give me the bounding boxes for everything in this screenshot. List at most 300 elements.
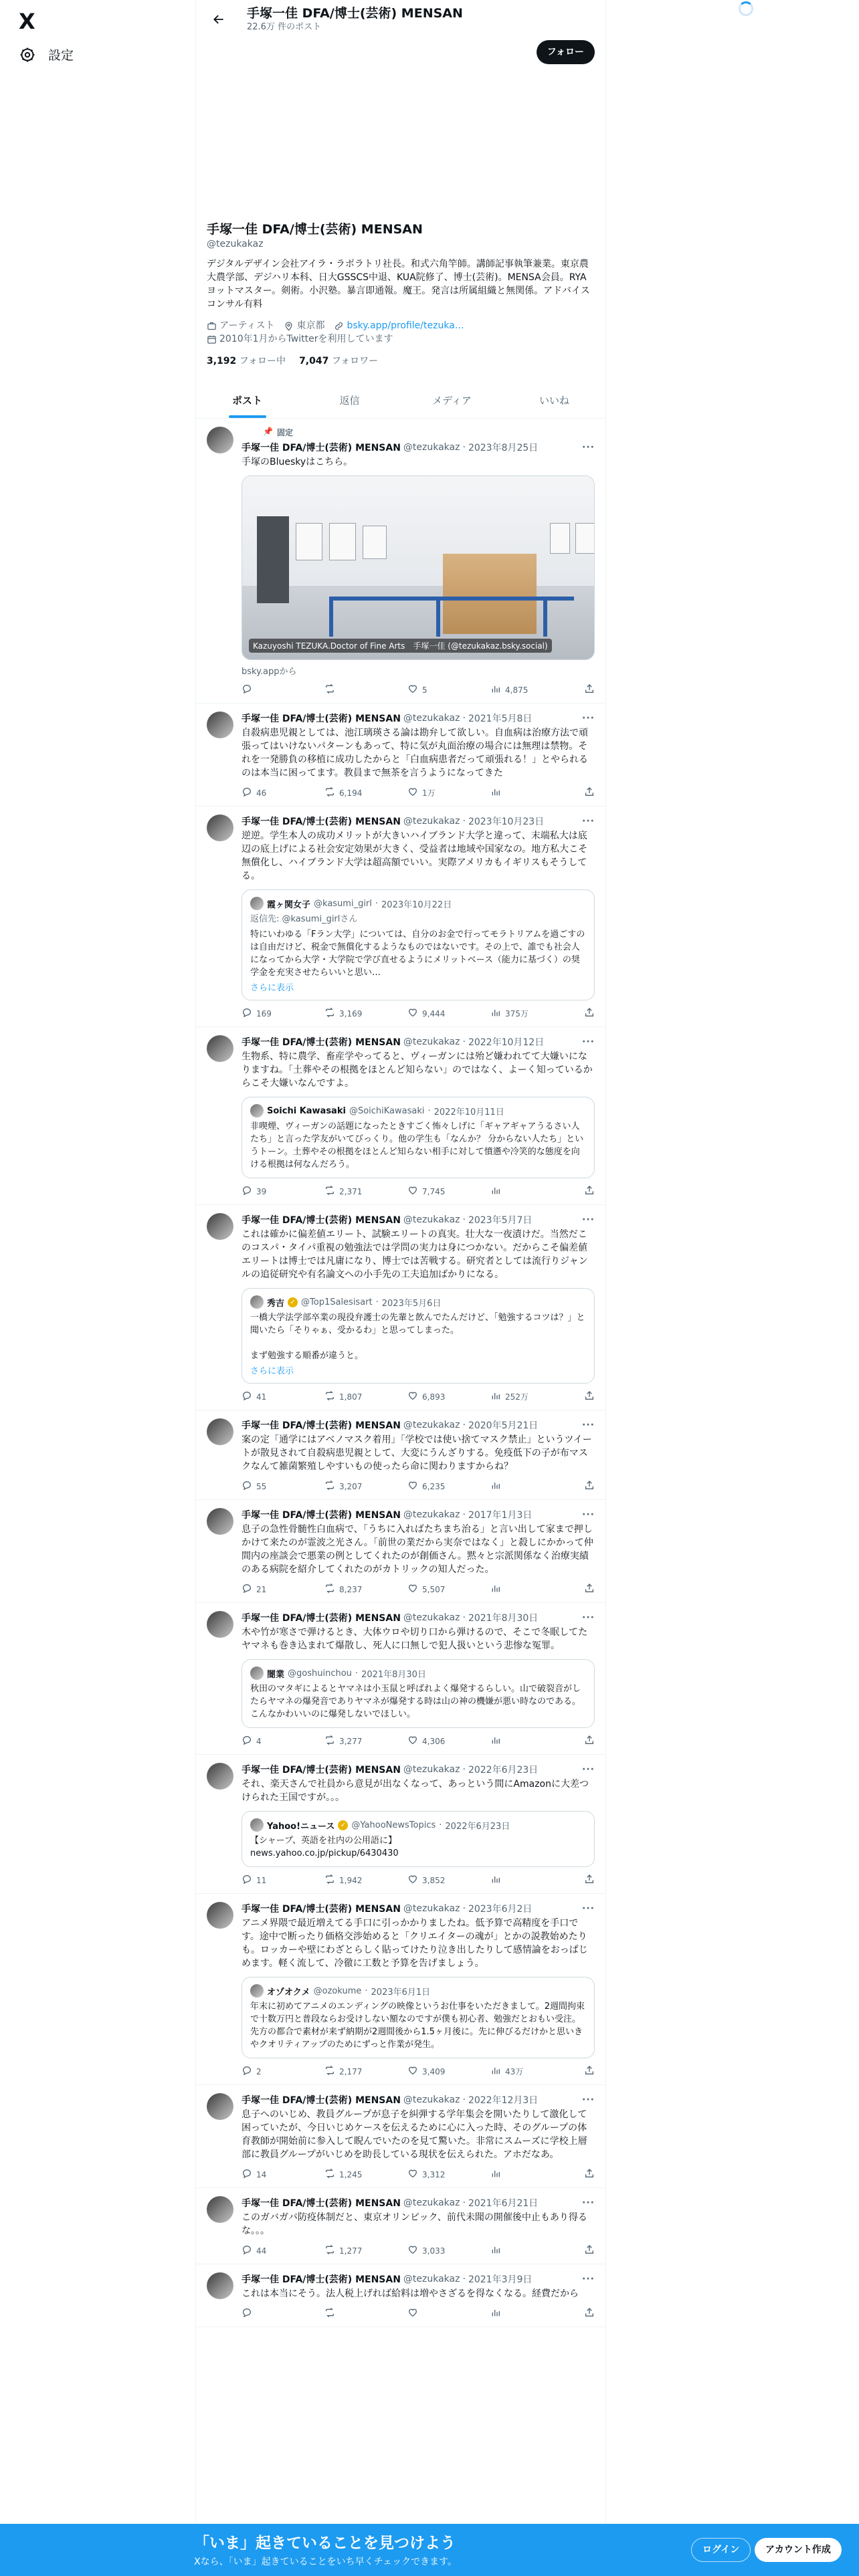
- share-button[interactable]: [584, 1007, 595, 1020]
- profile-header-bar: [196, 0, 605, 39]
- tweet[interactable]: [196, 807, 605, 1027]
- views-chart-icon: [490, 2065, 501, 2078]
- tweet-actions: [242, 1007, 595, 1020]
- profile-joined: 2010年1月からTwitterを利用しています: [196, 332, 605, 346]
- views-chart-icon: [490, 683, 501, 696]
- heart-icon: [407, 683, 418, 696]
- tweet-actions: [242, 1390, 595, 1403]
- share-button[interactable]: [584, 1480, 595, 1493]
- avatar[interactable]: [207, 712, 233, 738]
- tweet-text: 案の定「通学にはアベノマスク着用」「学校では使い捨てマスク禁止」というツイートが散見されて自殺病患児親として、大変にうんざりする。免疫低下の子が布マスクなんて雑菌繁殖しやすいもの使ったら命に関わりますからね？: [242, 1434, 592, 1472]
- quoted-author-name: Yahoo!ニュース: [267, 1821, 335, 1832]
- views-button[interactable]: 252万: [490, 1390, 573, 1403]
- reply-icon: [242, 786, 252, 799]
- avatar[interactable]: [207, 2272, 233, 2299]
- tweet-text: 自殺病患児親としては、池江璃瑛さる論は勘弁して欲しい。自血病は治療方法で頑張ってはいけないパターンもあって、特に気が丸面治療の場合には無理は禁物。それを一発勝負の移植に成功したからと「白血病患者だって頑張れる！」とやられるのは本当に困ってます。教員まで無茶を言うようになってきた: [242, 728, 588, 778]
- tweet-header: 手塚一佳 DFA/博士(芸術) MENSAN @tezukakaz · 2023年8月25日 ···: [242, 442, 595, 453]
- share-icon: [584, 2307, 595, 2320]
- share-button[interactable]: [584, 2307, 595, 2320]
- tweet-author-name[interactable]: 手塚一佳 DFA/博士(芸術) MENSAN: [242, 1765, 401, 1776]
- reply-button[interactable]: 46: [242, 786, 324, 799]
- tweet-author-name[interactable]: 手塚一佳 DFA/博士(芸術) MENSAN: [242, 1420, 401, 1431]
- retweet-button[interactable]: 1,807: [324, 1390, 407, 1403]
- briefcase-icon: [207, 321, 217, 331]
- tweet-actions: [242, 683, 595, 696]
- nav-settings-label: 設定: [48, 48, 74, 63]
- tweet-text: これは本当にそう。法人税上げれば給料は増やさざるを得なくなる。経費だから: [242, 2288, 579, 2299]
- quoted-text: 年末に初めてアニメのエンディングの映像というお仕事をいただきまして。2週間拘束で十数万円と普段ならお受けしない額なのですが僕も初心者、勉強だとおもい受注。先方の都合で素材が来ず納期が2週間後から1.5ヶ月後に。先に伸びるだけかと思いきやクオリティアップのためにずっと作業が発生。: [250, 2002, 585, 2050]
- link-source[interactable]: bsky.appから: [242, 667, 297, 677]
- tweet-photo[interactable]: [242, 475, 595, 660]
- like-button[interactable]: 3,033: [407, 2244, 490, 2257]
- views-button[interactable]: [490, 1185, 573, 1198]
- x-logo[interactable]: X: [19, 9, 35, 34]
- retweet-button[interactable]: 1,277: [324, 2244, 407, 2257]
- tweet-author-name[interactable]: 手塚一佳 DFA/博士(芸術) MENSAN: [242, 2198, 401, 2209]
- more-options-icon[interactable]: ···: [582, 1764, 595, 1775]
- main-column: [195, 0, 606, 2576]
- quoted-tweet[interactable]: 霞ヶ関女子 @kasumi_girl · 2023年10月22日 返信先: @kasumi_girlさん 特にいわゆる「Fラン大学」については、自分のお金で行ってモラトリアムを過ごすのは自由だけど、税金で無償化するようなものではないです。その上で、誰でも社会人になってから大学・大学院で学び直せるようにメリットベース（能力に基づく）の奨学金を充実させたらいいと思い… さらに表示: [242, 889, 595, 1000]
- tab-posts[interactable]: ポスト: [196, 383, 298, 418]
- tweet-date[interactable]: 2021年6月21日: [468, 2198, 539, 2209]
- tweet-header: 手塚一佳 DFA/博士(芸術) MENSAN @tezukakaz · 2022年6月23日 ···: [242, 1764, 595, 1776]
- views-button[interactable]: 375万: [490, 1007, 573, 1020]
- tweet-actions: [242, 786, 595, 799]
- create-account-button[interactable]: アカウント作成: [755, 2538, 842, 2562]
- share-icon: [584, 1583, 595, 1596]
- tweet-actions: [242, 1583, 595, 1596]
- tweet-date[interactable]: 2021年8月30日: [468, 1613, 539, 1624]
- retweet-icon: [324, 1874, 335, 1887]
- share-button[interactable]: [584, 2244, 595, 2257]
- tweet[interactable]: [196, 2264, 605, 2327]
- tweet[interactable]: [196, 1755, 605, 1894]
- more-options-icon[interactable]: ···: [582, 1214, 595, 1225]
- tweet-author-name[interactable]: 手塚一佳 DFA/博士(芸術) MENSAN: [242, 443, 401, 453]
- tweet-header: 手塚一佳 DFA/博士(芸術) MENSAN @tezukakaz · 2021年3月9日 ···: [242, 2274, 595, 2285]
- show-more-link[interactable]: さらに表示: [250, 983, 294, 993]
- views-button[interactable]: [490, 2244, 573, 2257]
- views-button[interactable]: [490, 1583, 573, 1596]
- tweet-date[interactable]: 2023年8月25日: [468, 443, 539, 453]
- profile-tabs: [196, 383, 605, 419]
- tweet[interactable]: [196, 1500, 605, 1603]
- signup-banner-subtitle: Xなら、「いま」起きていることをいち早くチェックできます。: [194, 2557, 458, 2567]
- tweet-author-name[interactable]: 手塚一佳 DFA/博士(芸術) MENSAN: [242, 1904, 401, 1915]
- reply-button[interactable]: 39: [242, 1185, 324, 1198]
- tweet-text: 息子の急性骨髄性白血病で、「うちに入ればたちまち治る」と言い出して家まで押しかけて来たのが霊波之光さん。「前世の業だから実奈ではなく」と殺しにかかって仲間内の座談会で悪業の例としてくれたのが創価さん。黙々と宗派関係なく治療実績のある病院を紹介してくれたのがカトリックの知人だった。: [242, 1524, 593, 1575]
- tweet-date[interactable]: 2017年1月3日: [468, 1510, 533, 1521]
- views-button[interactable]: [490, 786, 573, 799]
- quoted-avatar: [250, 897, 264, 910]
- like-button[interactable]: 1万: [407, 786, 490, 799]
- views-chart-icon: [490, 1007, 501, 1020]
- tweet-header: 手塚一佳 DFA/博士(芸術) MENSAN @tezukakaz · 2022年12月3日 ···: [242, 2095, 595, 2106]
- tweet-actions: [242, 2307, 595, 2320]
- retweet-button[interactable]: 3,277: [324, 1735, 407, 1747]
- quoted-date: 2022年10月11日: [434, 1107, 504, 1117]
- reply-icon: [242, 1007, 252, 1020]
- tweet-header: 手塚一佳 DFA/博士(芸術) MENSAN @tezukakaz · 2021年5月8日 ···: [242, 713, 595, 724]
- calendar-icon: [207, 334, 217, 344]
- retweet-icon: [324, 1583, 335, 1596]
- heart-icon: [407, 2065, 418, 2078]
- heart-icon: [407, 2307, 418, 2320]
- reply-button[interactable]: 41: [242, 1390, 324, 1403]
- tweet-author-handle[interactable]: @tezukakaz: [403, 713, 460, 724]
- tab-replies[interactable]: 返信: [339, 395, 360, 407]
- heart-icon: [407, 1735, 418, 1747]
- left-navigation: [0, 0, 194, 2576]
- more-options-icon[interactable]: ···: [582, 2274, 595, 2284]
- like-button[interactable]: 7,745: [407, 1185, 490, 1198]
- views-button[interactable]: [490, 1874, 573, 1887]
- quoted-date: 2023年6月1日: [371, 1987, 431, 1998]
- avatar[interactable]: [207, 1418, 233, 1445]
- tweet-date[interactable]: 2022年12月3日: [468, 2095, 539, 2106]
- like-button[interactable]: [407, 2307, 490, 2320]
- retweet-button[interactable]: 2,371: [324, 1185, 407, 1198]
- share-button[interactable]: [584, 1390, 595, 1403]
- retweet-button[interactable]: [324, 2307, 407, 2320]
- tweet-text: 手塚のBlueskyはこちら。: [242, 457, 353, 467]
- tweet-author-handle[interactable]: @tezukakaz: [403, 1903, 460, 1914]
- tweet-text: 生物系、特に農学、畜産学やってると、ヴィーガンには殆ど嫌われてて大嫌いになりますね。「土葬やその根拠をほとんど知らない」のではなく、よーく知っているからこそ大嫌いなんですよ。: [242, 1051, 593, 1089]
- follow-stats: [196, 354, 605, 367]
- heart-icon: [407, 1007, 418, 1020]
- tweet[interactable]: [196, 419, 605, 704]
- login-button[interactable]: ログイン: [691, 2538, 751, 2562]
- back-arrow-icon[interactable]: [207, 7, 231, 31]
- quoted-author-name: Soichi Kawasaki: [267, 1105, 346, 1116]
- tweet-text: このガバガバ防疫体制だと、東京オリンピック、前代未聞の開催後中止もあり得るな。。。: [242, 2212, 587, 2236]
- retweet-button[interactable]: 2,177: [324, 2065, 407, 2078]
- more-options-icon[interactable]: ···: [582, 2197, 595, 2208]
- location-pin-icon: [284, 321, 294, 331]
- reply-icon: [242, 683, 252, 696]
- right-column: [606, 0, 859, 2576]
- views-button[interactable]: [490, 1480, 573, 1493]
- tweet-author-handle[interactable]: @tezukakaz: [403, 816, 460, 827]
- tweet-header: 手塚一佳 DFA/博士(芸術) MENSAN @tezukakaz · 2021年8月30日 ···: [242, 1612, 595, 1624]
- like-button[interactable]: 5,507: [407, 1583, 490, 1596]
- tweet[interactable]: [196, 2085, 605, 2188]
- tweet-author-handle[interactable]: @tezukakaz: [403, 442, 460, 453]
- views-chart-icon: [490, 1185, 501, 1198]
- tab-likes[interactable]: いいね: [539, 395, 569, 407]
- gear-icon: [19, 46, 36, 64]
- avatar[interactable]: [207, 1035, 233, 1062]
- share-button[interactable]: [584, 1583, 595, 1596]
- heart-icon: [407, 2244, 418, 2257]
- tab-media[interactable]: メディア: [432, 395, 472, 407]
- tweet-date[interactable]: 2023年10月23日: [468, 817, 545, 827]
- tweet-date[interactable]: 2021年5月8日: [468, 714, 533, 724]
- reply-button[interactable]: 169: [242, 1007, 324, 1020]
- tweet[interactable]: [196, 704, 605, 807]
- share-button[interactable]: [584, 1185, 595, 1198]
- quoted-author-handle: @ozokume: [313, 1985, 362, 1996]
- tweet-author-name[interactable]: 手塚一佳 DFA/博士(芸術) MENSAN: [242, 2095, 401, 2106]
- following-link[interactable]: 3,192 フォロー中: [207, 356, 286, 366]
- quoted-author-handle: @SoichiKawasaki: [349, 1105, 425, 1116]
- tweet-header: 手塚一佳 DFA/博士(芸術) MENSAN @tezukakaz · 2023年10月23日 ···: [242, 816, 595, 827]
- tweet-author-name[interactable]: 手塚一佳 DFA/博士(芸術) MENSAN: [242, 1215, 401, 1226]
- tweet-text: これは確かに偏差値エリート、試験エリートの真実。壮大な一夜漬けだ。当然だこのコスパ・タイパ重視の勉強法では学問の実力は身につかない。だからこそ偏差値エリートは博士では凡庸になり、博士では苦戦する。研究者としては流行りジャンルの追従研究や有名論文への小手先の工夫追加ばかりになる。: [242, 1229, 588, 1280]
- signup-banner: [0, 2524, 859, 2576]
- like-button[interactable]: 5: [407, 683, 490, 696]
- share-button[interactable]: [584, 2168, 595, 2181]
- like-button[interactable]: 6,235: [407, 1480, 490, 1493]
- retweet-icon: [324, 2307, 335, 2320]
- like-button[interactable]: 3,409: [407, 2065, 490, 2078]
- tweet-text: 逆逆。学生本人の成功メリットが大きいハイブランド大学と違って、末端私大は底辺の底上げによる社会安定効果が大きく、受益者は地域や国家なの。地方私大こそ無償化し、ハイブランド大学は超高額でいい。実際アメリカもイギリスもそうしてる。: [242, 831, 588, 881]
- pin-icon: 📌: [263, 427, 273, 436]
- tweet-author-name[interactable]: 手塚一佳 DFA/博士(芸術) MENSAN: [242, 1037, 401, 1048]
- quoted-date: 2023年10月22日: [381, 899, 452, 910]
- share-icon: [584, 1007, 595, 1020]
- tweet-author-handle[interactable]: @tezukakaz: [403, 1037, 460, 1047]
- tweet-header: 手塚一佳 DFA/博士(芸術) MENSAN @tezukakaz · 2022年10月12日 ···: [242, 1037, 595, 1048]
- tweet[interactable]: [196, 1027, 605, 1205]
- tweet[interactable]: [196, 1603, 605, 1755]
- share-icon: [584, 2244, 595, 2257]
- reply-button[interactable]: 11: [242, 1874, 324, 1887]
- reply-icon: [242, 2244, 252, 2257]
- retweet-button[interactable]: [324, 683, 407, 696]
- views-button[interactable]: [490, 2168, 573, 2181]
- quoted-text: 特にいわゆる「Fラン大学」については、自分のお金で行ってモラトリアムを過ごすのは自由だけど、税金で無償化するようなものではないです。その上で、誰でも社会人になってから大学・大学院で学び直せるようにメリットベース（能力に基づく）の奨学金を充実させたらいいと思い…: [250, 930, 585, 978]
- avatar[interactable]: [207, 1213, 233, 1240]
- tweet-author-handle[interactable]: @tezukakaz: [403, 1764, 460, 1775]
- views-chart-icon: [490, 1735, 501, 1747]
- views-button[interactable]: [490, 1735, 573, 1747]
- retweet-button[interactable]: 1,942: [324, 1874, 407, 1887]
- retweet-icon: [324, 1007, 335, 1020]
- tweet-author-name[interactable]: 手塚一佳 DFA/博士(芸術) MENSAN: [242, 2274, 401, 2285]
- reply-icon: [242, 2307, 252, 2320]
- tweet-date[interactable]: 2023年5月7日: [468, 1215, 533, 1226]
- show-more-link[interactable]: さらに表示: [250, 1366, 294, 1376]
- like-button[interactable]: 3,852: [407, 1874, 490, 1887]
- quoted-author-handle: @goshuinchou: [288, 1668, 352, 1679]
- reply-icon: [242, 2065, 252, 2078]
- tweet-date[interactable]: 2022年6月23日: [468, 1765, 539, 1776]
- views-chart-icon: [490, 1480, 501, 1493]
- reply-icon: [242, 1185, 252, 1198]
- views-button[interactable]: [490, 2307, 573, 2320]
- reply-icon: [242, 1735, 252, 1747]
- quoted-text: 【シャープ、英語を社内の公用語に】 news.yahoo.co.jp/pickup/6430430: [250, 1836, 399, 1858]
- reply-button[interactable]: 44: [242, 2244, 324, 2257]
- tweet-author-name[interactable]: 手塚一佳 DFA/博士(芸術) MENSAN: [242, 817, 401, 827]
- heart-icon: [407, 2168, 418, 2181]
- share-icon: [584, 683, 595, 696]
- quoted-author-name: 霞ヶ関女子: [267, 899, 311, 910]
- tweet-header: 手塚一佳 DFA/博士(芸術) MENSAN @tezukakaz · 2021年6月21日 ···: [242, 2197, 595, 2209]
- views-chart-icon: [490, 786, 501, 799]
- tweet-header: 手塚一佳 DFA/博士(芸術) MENSAN @tezukakaz · 2020年5月21日 ···: [242, 1420, 595, 1431]
- retweet-icon: [324, 2065, 335, 2078]
- quoted-reply-to: 返信先: @kasumi_girlさん: [250, 914, 358, 924]
- quoted-text: 非喫煙、ヴィーガンの話題になったときすごく怖々しげに「ギャアギャアうるさい人たち」と言った学友がいてびっくり。他の学生も「なんか？ 分からない人たち」というトーン。土葬やその根拠をほとんど知らない相手に対して憤懣や冷笑的な態度を向ける根拠は何なんだろう。: [250, 1121, 584, 1170]
- tweet-author-name[interactable]: 手塚一佳 DFA/博士(芸術) MENSAN: [242, 1613, 401, 1624]
- more-options-icon[interactable]: ···: [582, 816, 595, 827]
- retweet-button[interactable]: 3,169: [324, 1007, 407, 1020]
- tweet-author-handle[interactable]: @tezukakaz: [403, 1612, 460, 1623]
- views-chart-icon: [490, 2244, 501, 2257]
- tweet-actions: [242, 1874, 595, 1887]
- more-options-icon[interactable]: ···: [582, 1612, 595, 1623]
- tweet-author-name[interactable]: 手塚一佳 DFA/博士(芸術) MENSAN: [242, 1510, 401, 1521]
- retweet-button[interactable]: 1,245: [324, 2168, 407, 2181]
- profile-name: 手塚一佳 DFA/博士(芸術) MENSAN: [207, 222, 423, 237]
- reply-icon: [242, 1874, 252, 1887]
- share-icon: [584, 1185, 595, 1198]
- like-button[interactable]: 4,306: [407, 1735, 490, 1747]
- retweet-button[interactable]: 8,237: [324, 1583, 407, 1596]
- share-button[interactable]: [584, 786, 595, 799]
- profile-meta: [196, 319, 605, 332]
- heart-icon: [407, 1583, 418, 1596]
- tweet[interactable]: [196, 2188, 605, 2264]
- heart-icon: [407, 1185, 418, 1198]
- tweet-date[interactable]: 2020年5月21日: [468, 1420, 539, 1431]
- tweet-author-handle[interactable]: @tezukakaz: [403, 2197, 460, 2208]
- more-options-icon[interactable]: ···: [582, 2095, 595, 2105]
- follow-button[interactable]: フォロー: [537, 40, 595, 64]
- reply-icon: [242, 1480, 252, 1493]
- more-options-icon[interactable]: ···: [582, 1037, 595, 1047]
- tweet-author-handle[interactable]: @tezukakaz: [403, 2274, 460, 2284]
- avatar[interactable]: [207, 1611, 233, 1638]
- reply-button[interactable]: 21: [242, 1583, 324, 1596]
- retweet-icon: [324, 1480, 335, 1493]
- tweet-actions: [242, 2065, 595, 2078]
- quoted-author-name: 闇業: [267, 1669, 285, 1680]
- share-icon: [584, 2168, 595, 2181]
- avatar[interactable]: [207, 815, 233, 841]
- quoted-date: 2022年6月23日: [445, 1821, 510, 1832]
- retweet-icon: [324, 1185, 335, 1198]
- profile-link[interactable]: bsky.app/profile/tezuka…: [334, 319, 464, 332]
- tweet-actions: [242, 2168, 595, 2181]
- more-options-icon[interactable]: ···: [582, 1509, 595, 1520]
- more-options-icon[interactable]: ···: [582, 1420, 595, 1430]
- reply-button[interactable]: [242, 2307, 324, 2320]
- more-options-icon[interactable]: ···: [582, 713, 595, 724]
- reply-icon: [242, 1390, 252, 1403]
- reply-button[interactable]: 55: [242, 1480, 324, 1493]
- share-button[interactable]: [584, 1735, 595, 1747]
- share-button[interactable]: [584, 2065, 595, 2078]
- quoted-author-handle: @kasumi_girl: [314, 898, 372, 909]
- avatar[interactable]: [207, 1763, 233, 1790]
- like-button[interactable]: 3,312: [407, 2168, 490, 2181]
- quoted-avatar: [250, 1667, 264, 1680]
- retweet-icon: [324, 2244, 335, 2257]
- tweet-actions: [242, 2244, 595, 2257]
- quoted-text: 秋田のマタギによるとヤマネは小玉鼠と呼ばれよく爆発するらしい。山で破裂音がしたらヤマネの爆発音でありヤマネが爆発する時は山の神の機嫌が悪い時なのである。こんなかわいいのに爆発しないでほしい。: [250, 1684, 581, 1719]
- share-button[interactable]: [584, 683, 595, 696]
- share-icon: [584, 1390, 595, 1403]
- timeline: [196, 419, 605, 2327]
- reply-icon: [242, 2168, 252, 2181]
- tweet-actions: [242, 1480, 595, 1493]
- quoted-tweet[interactable]: Soichi Kawasaki @SoichiKawasaki · 2022年10月11日 非喫煙、ヴィーガンの話題になったときすごく怖々しげに「ギャアギャアうるさい人たち」と言った学友がいてびっくり。他の学生も「なんか？ 分からない人たち」というトーン。土葬やその根拠をほとんど知らない相手に対して憤懣や冷笑的な態度を向ける根拠は何なんだろう。: [242, 1097, 595, 1178]
- quoted-tweet[interactable]: オゾオクメ @ozokume · 2023年6月1日 年末に初めてアニメのエンディングの映像というお仕事をいただきまして。2週間拘束で十数万円と普段ならお受けしない額なのですが僕も初心者、勉強だとおもい受注。先方の都合で素材が来ず納期が2週間後から1.5ヶ月後に。先に伸びるだけかと思いきやクオリティアップのためにずっと作業が発生。: [242, 1977, 595, 2058]
- heart-icon: [407, 1874, 418, 1887]
- tweet[interactable]: [196, 1894, 605, 2085]
- quoted-date: 2021年8月30日: [361, 1669, 426, 1680]
- reply-button[interactable]: 2: [242, 2065, 324, 2078]
- loading-spinner-icon: [739, 1, 753, 16]
- more-options-icon[interactable]: ···: [582, 1903, 595, 1914]
- header-profile-name: 手塚一佳 DFA/博士(芸術) MENSAN: [247, 6, 463, 21]
- views-chart-icon: [490, 2168, 501, 2181]
- tweet-author-handle[interactable]: @tezukakaz: [403, 1509, 460, 1520]
- tweet-author-name[interactable]: 手塚一佳 DFA/博士(芸術) MENSAN: [242, 714, 401, 724]
- quoted-tweet[interactable]: 闇業 @goshuinchou · 2021年8月30日 秋田のマタギによるとヤマネは小玉鼠と呼ばれよく爆発するらしい。山で破裂音がしたらヤマネの爆発音でありヤマネが爆発する時は山の神の機嫌が悪い時なのである。こんなかわいいのに爆発しないでほしい。: [242, 1659, 595, 1728]
- quoted-tweet[interactable]: Yahoo!ニュース ✓ @YahooNewsTopics · 2022年6月23日 【シャープ、英語を社内の公用語に】 news.yahoo.co.jp/pickup/6430430: [242, 1811, 595, 1867]
- pinned-label: 📌 固定: [263, 427, 293, 437]
- more-options-icon[interactable]: ···: [582, 442, 595, 453]
- views-chart-icon: [490, 1583, 501, 1596]
- signup-banner-title: 「いま」起きていることを見つけよう: [194, 2535, 456, 2552]
- views-chart-icon: [490, 1874, 501, 1887]
- retweet-button[interactable]: 3,207: [324, 1480, 407, 1493]
- tweet-author-handle[interactable]: @tezukakaz: [403, 2095, 460, 2105]
- views-button[interactable]: 4,875: [490, 683, 573, 696]
- avatar[interactable]: [207, 427, 233, 453]
- tweet-author-handle[interactable]: @tezukakaz: [403, 1420, 460, 1430]
- heart-icon: [407, 1480, 418, 1493]
- quoted-avatar: [250, 1818, 264, 1832]
- tweet-date[interactable]: 2023年6月2日: [468, 1904, 533, 1915]
- like-button[interactable]: 6,893: [407, 1390, 490, 1403]
- retweet-button[interactable]: 6,194: [324, 786, 407, 799]
- tweet[interactable]: [196, 1205, 605, 1410]
- avatar[interactable]: [207, 2093, 233, 2120]
- reply-button[interactable]: 4: [242, 1735, 324, 1747]
- tweet-text: アニメ界隈で最近増えてる手口に引っかかりましたね。低予算で高精度を手口です。途中で断ったり価格交渉始めると「クリエイターの魂が」とかの説教始めたりも。ロッカーや壁にわざとらしく貼ってけたり泣き出したりして感情論をおっぱじめます。軽く流して、冷徹に工数と予算を告げましょう。: [242, 1918, 588, 1969]
- tweet-date[interactable]: 2021年3月9日: [468, 2274, 533, 2285]
- quoted-avatar: [250, 1104, 264, 1117]
- avatar[interactable]: [207, 2196, 233, 2223]
- quoted-author-name: 秀吉: [267, 1298, 285, 1309]
- tweet[interactable]: [196, 1410, 605, 1500]
- avatar[interactable]: [207, 1508, 233, 1535]
- views-button[interactable]: 43万: [490, 2065, 573, 2078]
- share-button[interactable]: [584, 1874, 595, 1887]
- quoted-tweet[interactable]: 秀吉 ✓ @Top1Salesisart · 2023年5月6日 一橋大学法学部卒業の現役弁護士の先輩と飲んでたんだけど、「勉強するコツは？」と聞いたら「そりゃぁ、受かるわ」と思ってしまった。 まず勉強する順番が違うと。 さらに表示: [242, 1288, 595, 1384]
- retweet-icon: [324, 786, 335, 799]
- tweet-author-handle[interactable]: @tezukakaz: [403, 1214, 460, 1225]
- like-button[interactable]: 9,444: [407, 1007, 490, 1020]
- tweet-date[interactable]: 2022年10月12日: [468, 1037, 545, 1048]
- retweet-icon: [324, 2168, 335, 2181]
- tweet-header: 手塚一佳 DFA/博士(芸術) MENSAN @tezukakaz · 2023年5月7日 ···: [242, 1214, 595, 1226]
- nav-settings[interactable]: [19, 45, 74, 64]
- reply-button[interactable]: [242, 683, 324, 696]
- quoted-avatar: [250, 1984, 264, 1998]
- reply-button[interactable]: 14: [242, 2168, 324, 2181]
- tweet-actions: [242, 1735, 595, 1747]
- followers-link[interactable]: 7,047 フォロワー: [299, 356, 379, 366]
- avatar[interactable]: [207, 1902, 233, 1929]
- quoted-date: 2023年5月6日: [381, 1298, 442, 1309]
- header-post-count: 22.6万 件のポスト: [247, 22, 322, 32]
